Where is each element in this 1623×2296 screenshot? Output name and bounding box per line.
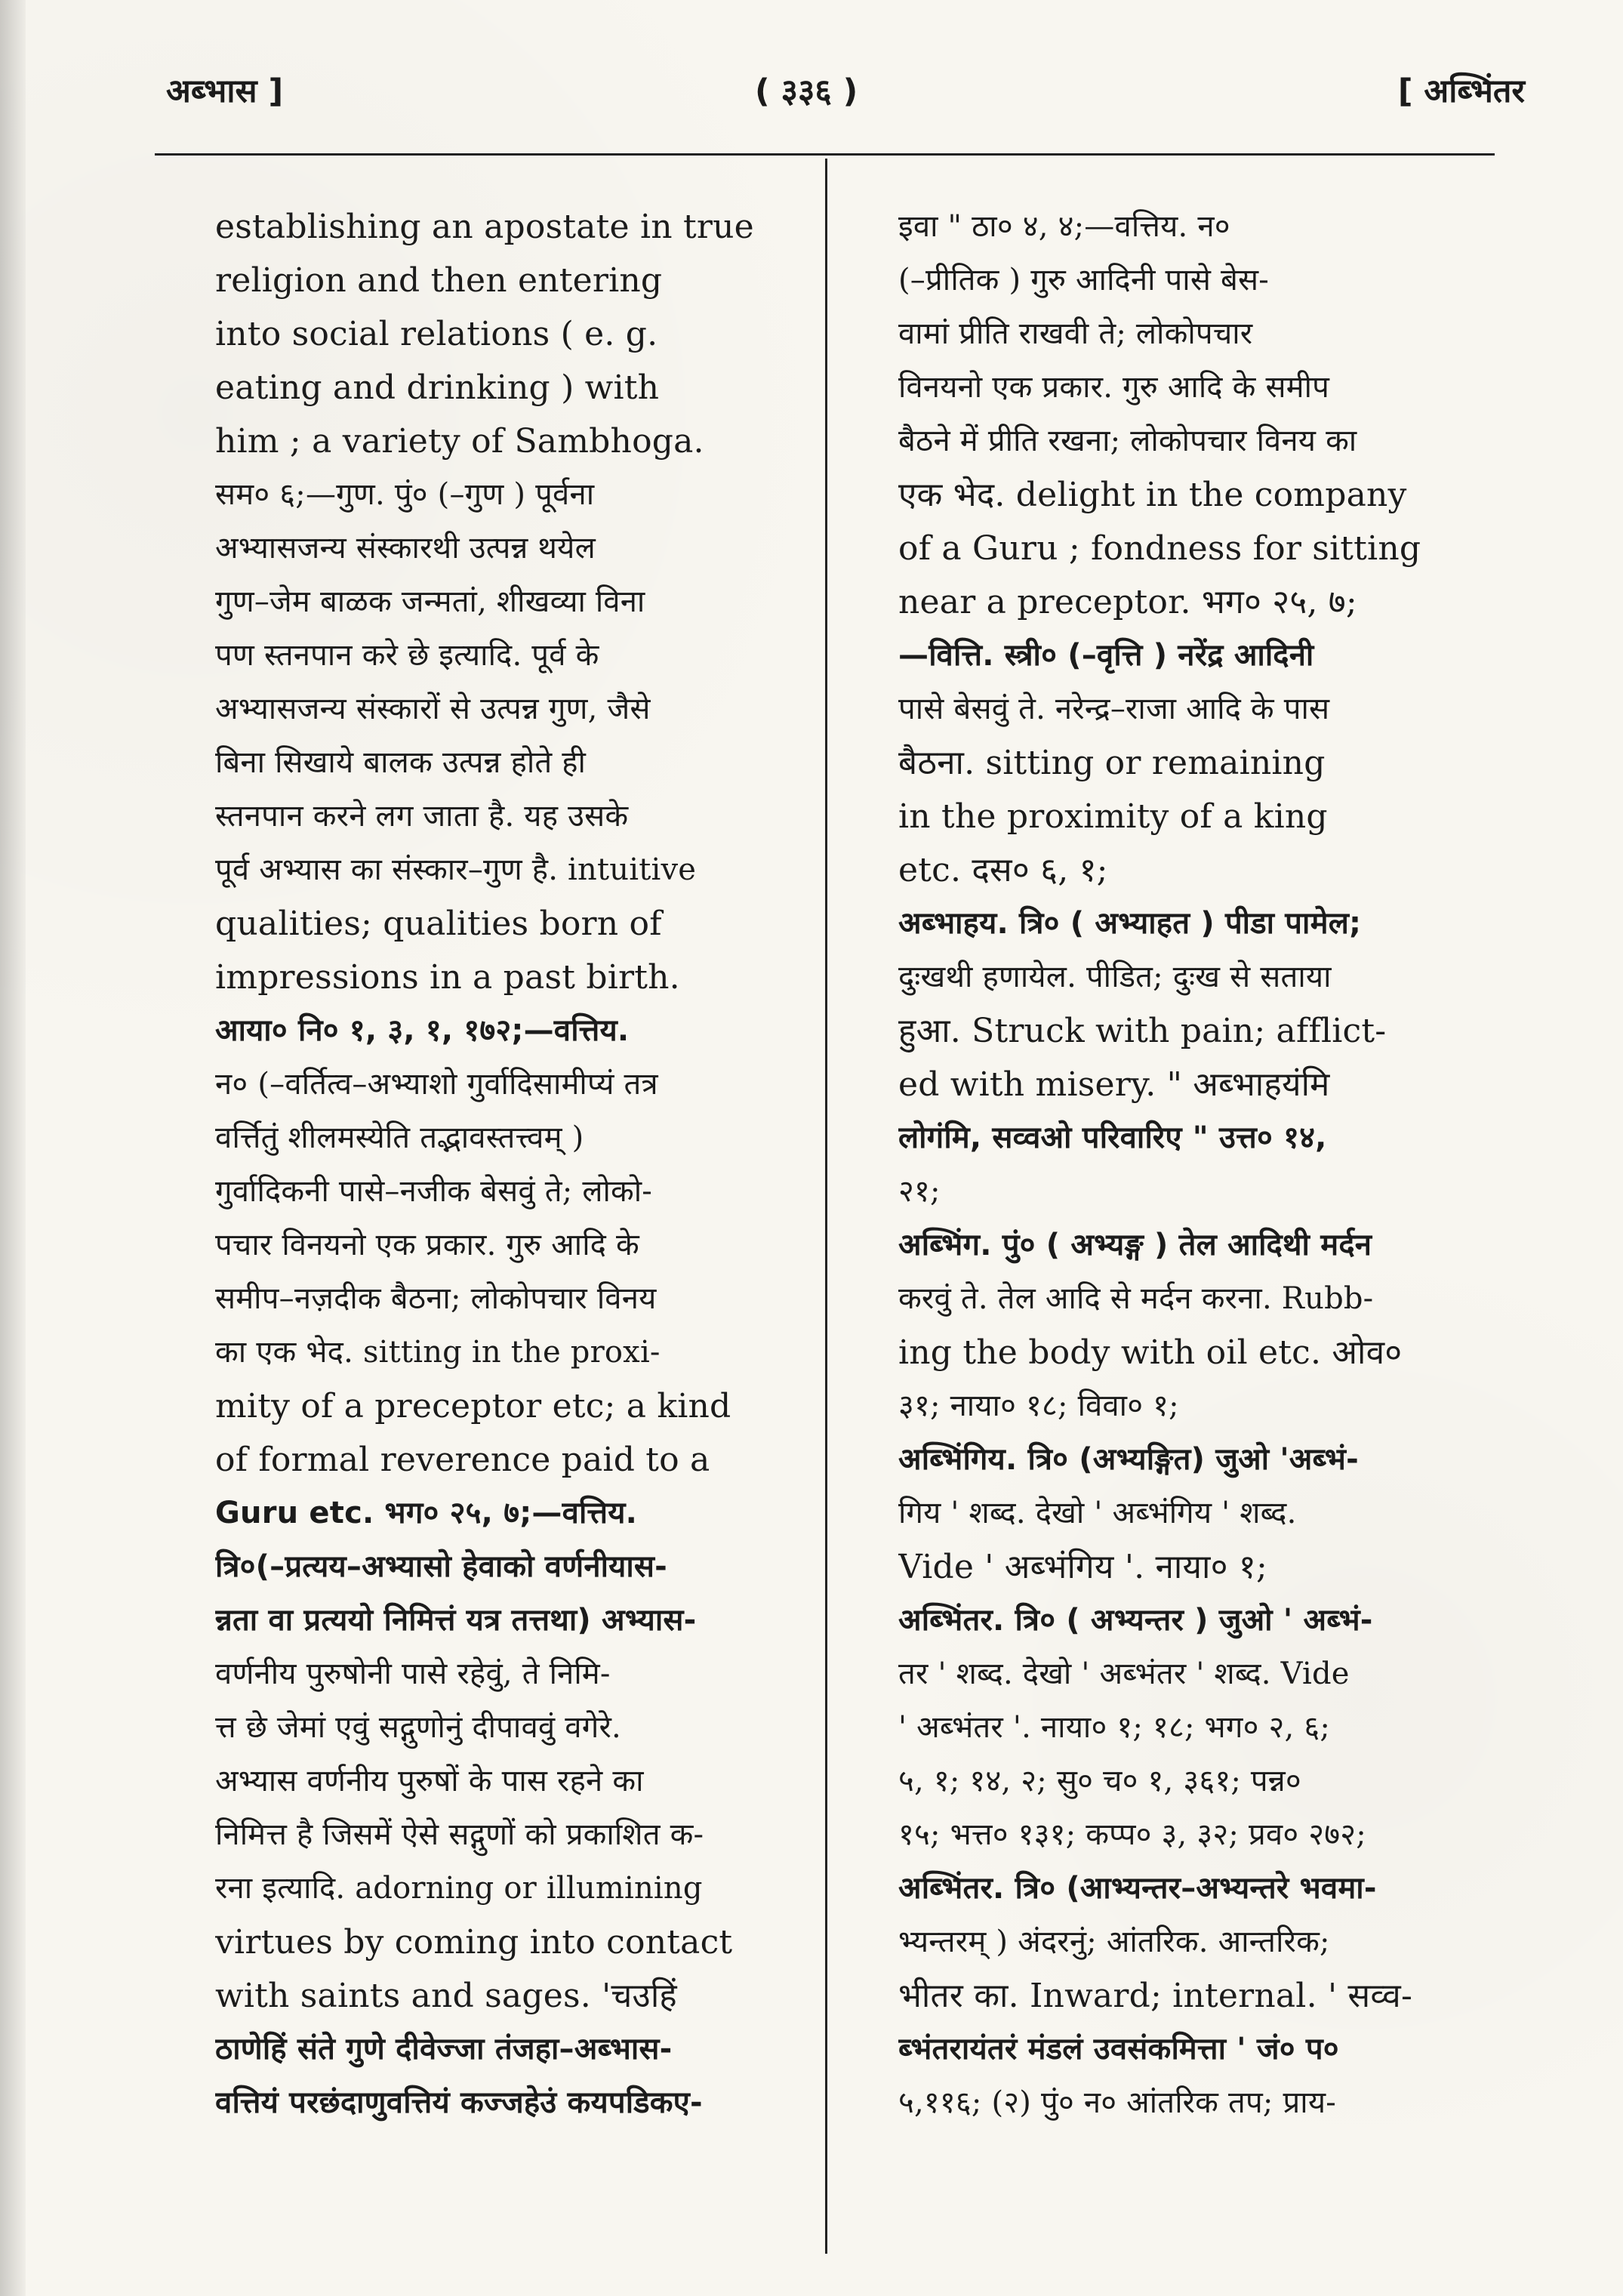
page-header <box>166 65 1525 118</box>
header-right-entry: [ अब्भिंतर <box>1397 72 1525 110</box>
left-line-34: with saints and sages. 'चउहिं <box>215 1977 677 2015</box>
scanned-page-edge <box>0 0 26 2296</box>
right-line-31: १५; भत्त० १३१; कप्प० ३, ३२; प्रव० २७२; <box>898 1817 1366 1852</box>
left-line-36: वत्तियं परछंदाणुवत्तियं कज्जहेउं कयपडिकए- <box>215 2085 703 2120</box>
right-line-5: बैठने में प्रीति रखना; लोकोपचार विनय का <box>898 424 1357 458</box>
left-line-10: अभ्यासजन्य संस्कारों से उत्पन्न गुण, जैसे <box>215 692 651 726</box>
left-line-29: त्त छे जेमां एवुं सद्गुणोनुं दीपाववुं वगेरे. <box>215 1710 621 1745</box>
right-line-35: ब्भंतरायंतरं मंडलं उवसंकमित्ता ' जं० प० <box>898 2032 1339 2066</box>
right-line-20: अब्भिंग. पुं० ( अभ्यङ्ग ) तेल आदिथी मर्दन <box>898 1228 1372 1262</box>
right-line-29: ' अब्भंतर '. नाया० १; १८; भग० २, ६; <box>898 1710 1331 1745</box>
left-line-4: eating and drinking ) with <box>215 368 660 407</box>
left-line-20: पचार विनयनो एक प्रकार. गुरु आदि के <box>215 1228 639 1262</box>
left-line-16: आया० नि० १, ३, १, १७२;—वत्तिय. <box>215 1013 630 1048</box>
left-line-13: पूर्व अभ्यास का संस्कार–गुण है. intuitive <box>215 852 697 887</box>
right-line-30: ५, १; १४, २; सु० च० १, ३६१; पन्न० <box>898 1764 1301 1798</box>
header-rule <box>155 153 1495 156</box>
right-line-33: भ्यन्तरम् ) अंदरनुं; आंतरिक. आन्तरिक; <box>898 1925 1330 1959</box>
left-line-7: अभ्यासजन्य संस्कारथी उत्पन्न थयेल <box>215 531 596 566</box>
left-line-14: qualities; qualities born of <box>215 905 662 943</box>
left-line-6: सम० ६;—गुण. पुं० (–गुण ) पूर्वना <box>215 477 595 512</box>
right-line-24: अब्भिंगिय. त्रि० (अभ्यङ्गित) जुओ 'अब्भं- <box>898 1442 1359 1477</box>
left-line-18: वर्त्तितुं शीलमस्येति तद्भावस्तत्त्वम् ) <box>215 1120 584 1155</box>
right-line-22: ing the body with oil etc. ओव० <box>898 1333 1403 1372</box>
right-line-27: अब्भिंतर. त्रि० ( अभ्यन्तर ) जुओ ' अब्भं- <box>898 1603 1373 1638</box>
left-line-26: त्रि०(–प्रत्यय–अभ्यासो हेवाको वर्णनीयास- <box>215 1549 667 1584</box>
left-line-9: पण स्तनपान करे छे इत्यादि. पूर्व के <box>215 638 599 673</box>
left-line-25: Guru etc. भग० २५, ७;—वत्तिय. <box>215 1496 638 1530</box>
left-line-21: समीप–नज़दीक बैठना; लोकोपचार विनय <box>215 1281 657 1316</box>
left-line-32: रना इत्यादि. adorning or illumining <box>215 1871 703 1906</box>
right-line-8: near a preceptor. भग० २५, ७; <box>898 583 1357 621</box>
left-line-19: गुर्वादिकनी पासे–नजीक बेसवुं ते; लोको- <box>215 1174 653 1209</box>
column-divider <box>825 159 827 2254</box>
right-line-11: बैठना. sitting or remaining <box>898 744 1326 782</box>
left-line-24: of formal reverence paid to a <box>215 1441 710 1479</box>
right-line-10: पासे बेसवुं ते. नरेन्द्र–राजा आदि के पास <box>898 692 1330 726</box>
right-line-32: अब्भिंतर. त्रि० (आभ्यन्तर–अभ्यन्तरे भवमा- <box>898 1871 1377 1906</box>
right-line-26: Vide ' अब्भंगिय '. नाया० १; <box>898 1548 1267 1586</box>
header-left-entry: अब्भास ] <box>166 72 284 110</box>
left-line-27: न्नता वा प्रत्ययो निमित्तं यत्र तत्तथा) अभ्यास- <box>215 1603 697 1638</box>
left-column <box>215 200 812 2130</box>
right-line-28: तर ' शब्द. देखो ' अब्भंतर ' शब्द. Vide <box>898 1657 1350 1691</box>
right-line-21: करवुं ते. तेल आदि से मर्दन करना. Rubb- <box>898 1281 1374 1316</box>
right-line-25: गिय ' शब्द. देखो ' अब्भंगिय ' शब्द. <box>898 1496 1297 1530</box>
left-line-1: establishing an apostate in true <box>215 208 754 246</box>
right-line-14: अब्भाहय. त्रि० ( अभ्याहत ) पीडा पामेल; <box>898 906 1362 941</box>
right-line-7: of a Guru ; fondness for sitting <box>898 529 1421 568</box>
left-line-33: virtues by coming into contact <box>215 1923 733 1962</box>
right-line-12: in the proximity of a king <box>898 797 1328 836</box>
right-line-2: (–प्रीतिक ) गुरु आदिनी पासे बेस- <box>898 263 1269 297</box>
right-line-36: ५,११६; (२) पुं० न० आंतरिक तप; प्राय- <box>898 2085 1336 2120</box>
left-line-23: mity of a preceptor etc; a kind <box>215 1387 731 1425</box>
left-line-22: का एक भेद. sitting in the proxi- <box>215 1335 661 1370</box>
left-line-28: वर्णनीय पुरुषोनी पासे रहेवुं, ते निमि- <box>215 1657 611 1691</box>
left-line-8: गुण–जेम बाळक जन्मतां, शीखव्या विना <box>215 584 645 619</box>
left-line-15: impressions in a past birth. <box>215 958 680 997</box>
left-line-11: बिना सिखाये बालक उत्पन्न होते ही <box>215 745 587 780</box>
right-line-23: ३१; नाया० १८; विवा० १; <box>898 1388 1179 1423</box>
right-line-1: इवा " ठा० ४, ४;—वत्तिय. न० <box>898 209 1230 244</box>
left-line-31: निमित्त है जिसमें ऐसे सद्गुणों को प्रकाशित क- <box>215 1817 704 1852</box>
right-line-17: ed with misery. " अब्भाहयंमि <box>898 1065 1330 1104</box>
left-line-12: स्तनपान करने लग जाता है. यह उसके <box>215 799 629 834</box>
left-line-30: अभ्यास वर्णनीय पुरुषों के पास रहने का <box>215 1764 644 1798</box>
right-line-34: भीतर का. Inward; internal. ' सव्व- <box>898 1977 1413 2015</box>
right-line-16: हुआ. Struck with pain; afflict- <box>898 1012 1387 1050</box>
left-line-5: him ; a variety of Sambhoga. <box>215 422 704 461</box>
right-line-6: एक भेद. delight in the company <box>898 476 1407 514</box>
right-line-3: वामां प्रीति राखवी ते; लोकोपचार <box>898 316 1253 351</box>
left-line-17: न० (–वर्तित्व–अभ्याशो गुर्वादिसामीप्यं तत्र <box>215 1067 658 1102</box>
right-line-15: दुःखथी हणायेल. पीडित; दुःख से सताया <box>898 960 1332 994</box>
right-line-19: २१; <box>898 1174 941 1209</box>
left-line-2: religion and then entering <box>215 261 663 300</box>
page-number: ( ३३६ ) <box>755 72 858 110</box>
right-line-18: लोगंमि, सव्वओ परिवारिए " उत्त० १४, <box>898 1120 1327 1155</box>
right-column <box>898 200 1487 2130</box>
right-line-4: विनयनो एक प्रकार. गुरु आदि के समीप <box>898 370 1330 405</box>
left-line-3: into social relations ( e. g. <box>215 315 658 353</box>
right-line-13: etc. दस० ६, १; <box>898 851 1108 889</box>
left-line-35: ठाणेहिं संते गुणे दीवेज्जा तंजहा–अब्भास- <box>215 2032 673 2066</box>
right-line-9: —वित्ति. स्त्री० (–वृत्ति ) नरेंद्र आदिनी <box>898 638 1314 673</box>
